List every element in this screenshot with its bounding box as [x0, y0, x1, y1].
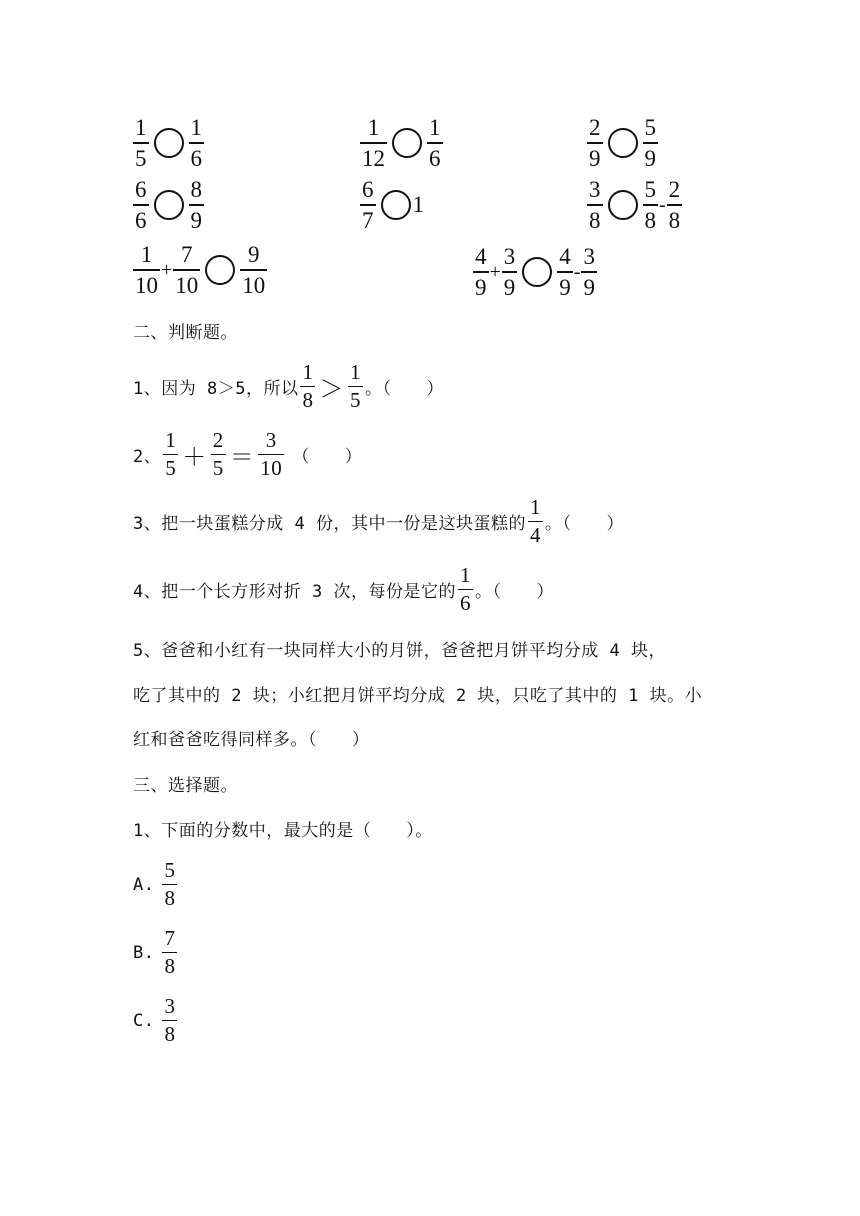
question-text: 1、因为 8＞5，所以 [133, 379, 299, 399]
answer-circle[interactable] [154, 128, 184, 158]
compare-item-1 [133, 116, 204, 170]
question-number: 2、 [133, 447, 162, 467]
fraction: $\frac{1}{8}$ [302, 360, 314, 412]
fraction: $\frac{3}{8}$ [589, 177, 601, 233]
fraction: $\frac{3}{10}$ [260, 428, 283, 480]
section-heading-choice: 三、选择题。 [133, 776, 238, 796]
fraction: $\frac{6}{7}$ [362, 177, 374, 233]
option-label: A. [133, 874, 155, 895]
fraction: $\frac{5}{8}$ [164, 858, 176, 910]
answer-circle[interactable] [522, 257, 552, 287]
answer-circle[interactable] [154, 190, 184, 220]
fraction: $\frac{1}{5}$ [165, 428, 177, 480]
compare-item-5 [360, 178, 424, 232]
answer-blank[interactable]: 。（ ） [544, 514, 624, 534]
fraction: $\frac{1}{5}$ [135, 115, 147, 171]
option-c[interactable] [133, 996, 177, 1045]
fraction: $\frac{3}{8}$ [164, 994, 176, 1046]
fraction: $\frac{3}{9}$ [503, 244, 516, 300]
fraction: $\frac{7}{8}$ [164, 926, 176, 978]
compare-item-4 [133, 178, 204, 232]
fraction: $\frac{4}{9}$ [475, 244, 487, 300]
minus-sign: - [573, 260, 581, 283]
fraction: $\frac{4}{9}$ [559, 244, 571, 300]
section-heading-judgment: 二、判断题。 [133, 323, 238, 343]
judgment-question-5-line-1: 5、爸爸和小红有一块同样大小的月饼，爸爸把月饼平均分成 4 块， [133, 641, 666, 661]
answer-circle[interactable] [608, 190, 638, 220]
compare-item-3 [587, 116, 658, 170]
choice-question-1: 1、下面的分数中，最大的是（ ）。 [133, 821, 433, 841]
option-b[interactable] [133, 928, 177, 977]
fraction: $\frac{1}{6}$ [459, 563, 471, 615]
compare-item-7 [133, 243, 267, 297]
answer-circle[interactable] [205, 255, 235, 285]
fraction: $\frac{1}{12}$ [362, 115, 385, 171]
question-text: 4、把一个长方形对折 3 次，每份是它的 [133, 582, 456, 602]
minus-sign: - [659, 193, 666, 216]
option-label: C. [133, 1010, 155, 1031]
fraction: $\frac{2}{9}$ [589, 115, 601, 171]
answer-circle[interactable] [392, 128, 422, 158]
fraction: $\frac{6}{6}$ [135, 177, 147, 233]
judgment-question-3 [133, 497, 624, 546]
compare-item-6 [587, 178, 682, 232]
question-text: 3、把一块蛋糕分成 4 份，其中一份是这块蛋糕的 [133, 514, 526, 534]
compare-item-8 [473, 245, 597, 299]
answer-circle[interactable] [608, 128, 638, 158]
plus-sign: ＋ [182, 445, 207, 471]
greater-than-sign: ＞ [319, 377, 344, 403]
fraction: $\frac{2}{5}$ [212, 428, 224, 480]
judgment-question-4 [133, 565, 554, 614]
equals-sign: ＝ [229, 445, 255, 471]
fraction: $\frac{1}{4}$ [529, 495, 541, 547]
whole-number: 1 [412, 192, 424, 217]
fraction: $\frac{1}{5}$ [349, 360, 361, 412]
fraction: $\frac{2}{8}$ [668, 177, 681, 233]
judgment-question-1 [133, 362, 444, 411]
compare-item-2 [360, 116, 443, 170]
plus-sign: + [489, 260, 501, 283]
judgment-question-2 [133, 430, 362, 479]
fraction: $\frac{3}{9}$ [583, 244, 595, 300]
judgment-question-5-line-2: 吃了其中的 2 块；小红把月饼平均分成 2 块，只吃了其中的 1 块。小 [133, 686, 703, 706]
option-label: B. [133, 942, 155, 963]
fraction: $\frac{5}{8}$ [644, 177, 656, 233]
fraction: $\frac{1}{6}$ [190, 115, 202, 171]
answer-circle[interactable] [381, 190, 411, 220]
answer-blank[interactable]: 。（ ） [474, 582, 554, 602]
fraction: $\frac{1}{6}$ [429, 115, 441, 171]
fraction: $\frac{7}{10}$ [175, 242, 199, 298]
answer-blank[interactable]: 。（ ） [364, 379, 444, 399]
judgment-question-5-line-3[interactable]: 红和爸爸吃得同样多。（ ） [133, 730, 370, 750]
answer-blank[interactable]: （ ） [292, 447, 363, 467]
option-a[interactable] [133, 860, 177, 909]
fraction: $\frac{8}{9}$ [190, 177, 202, 233]
plus-sign: + [161, 258, 173, 281]
fraction: $\frac{9}{10}$ [242, 242, 266, 298]
fraction: $\frac{1}{10}$ [135, 242, 158, 298]
fraction: $\frac{5}{9}$ [644, 115, 656, 171]
